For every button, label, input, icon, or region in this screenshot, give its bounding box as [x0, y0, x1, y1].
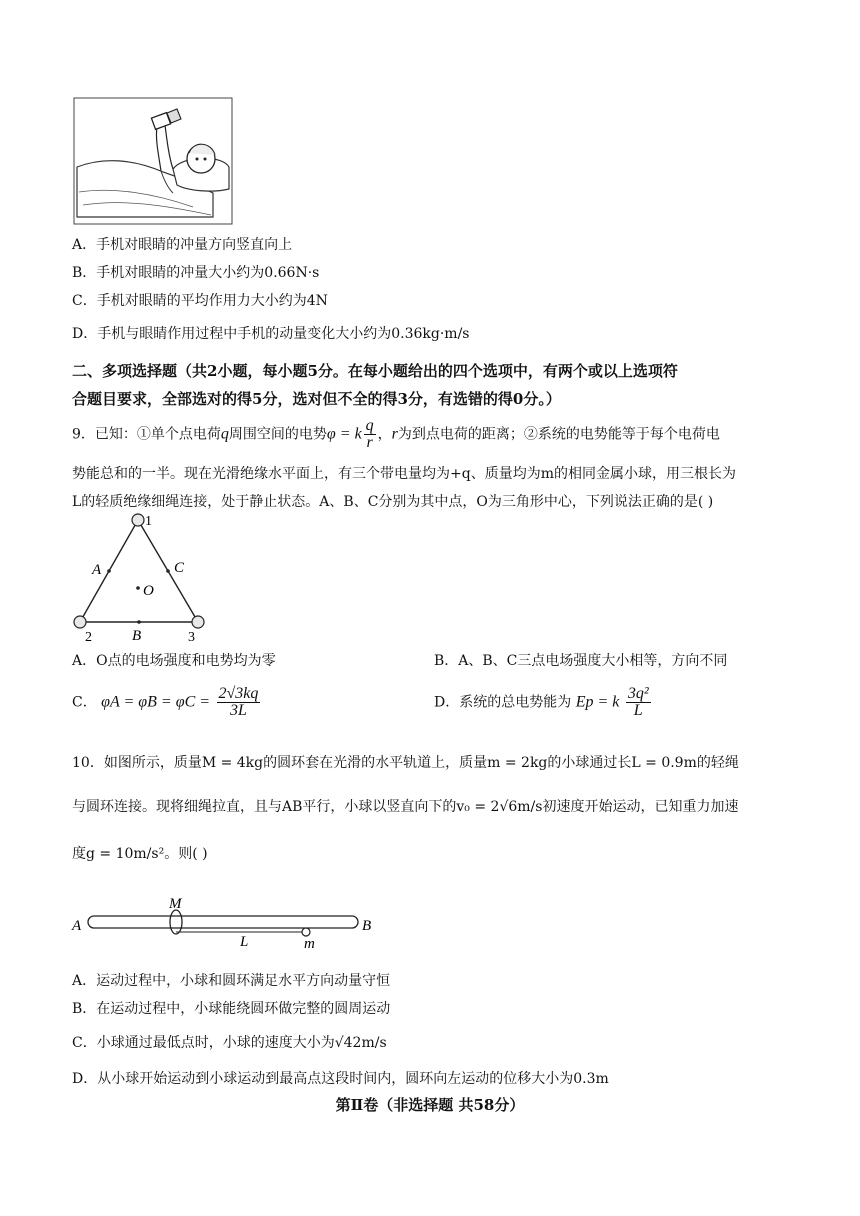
point-b [137, 620, 141, 624]
q10-stem-line2: 与圆环连接。现将细绳拉直，且与AB平行，小球以竖直向下的v₀ = 2√6m/s初速度开始运动，已知重力加速 [72, 799, 739, 815]
q9-option-d-equation: Ep = k [575, 693, 620, 711]
label-2: 2 [85, 630, 92, 645]
q9-stem-line3: L的轻质绝缘细绳连接，处于静止状态。A、B、C分别为其中点，O为三角形中心，下列说法正确的是( ) [72, 494, 714, 510]
q10-rail-figure [70, 888, 380, 950]
q9-text-3: 为到点电荷的距离；②系统的电势能等于每个电荷电 [397, 426, 720, 443]
ball-m [302, 928, 310, 936]
q8-option-a: A．手机对眼睛的冲量方向竖直向上 [72, 237, 293, 253]
q9-triangle-figure [70, 510, 220, 645]
label-rail-b: B [362, 918, 372, 934]
label-ring-m: M [169, 896, 182, 912]
point-a [107, 569, 111, 573]
q9-option-d-label: D．系统的总电势能为 [434, 694, 572, 711]
q9-option-c-equation: φA = φB = φC = [101, 693, 211, 711]
label-1: 1 [145, 514, 152, 529]
label-3: 3 [188, 630, 195, 645]
q9-option-c-fraction: $\frac{2√3kq}{3L}$ [218, 685, 259, 719]
q9-r-symbol: r [391, 425, 398, 443]
q9-comma: ， [377, 426, 392, 443]
q9-option-b: B．A、B、C三点电场强度大小相等，方向不同 [434, 653, 728, 669]
q9-option-c [72, 686, 262, 719]
label-a: A [92, 562, 102, 578]
q10-option-c: C．小球通过最低点时，小球的速度大小为√42m/s [72, 1035, 387, 1051]
bed-phone-figure [73, 97, 233, 225]
label-c: C [174, 560, 185, 576]
label-rail-a: A [72, 918, 82, 934]
q9-option-d [434, 686, 653, 719]
q9-q-symbol: q [220, 425, 229, 443]
q10-stem-line1: 10．如图所示，质量M = 4kg的圆环套在光滑的水平轨道上，质量m = 2kg的小球通过长L = 0.9m的轻绳 [72, 755, 739, 771]
label-ball-m: m [304, 936, 315, 950]
q9-phi-eq: φ = k [326, 425, 362, 443]
rail-diagram [70, 888, 380, 950]
q10-option-d: D．从小球开始运动到小球运动到最高点这段时间内，圆环向左运动的位移大小为0.3m [72, 1071, 609, 1087]
q9-option-a: A．O点的电场强度和电势均为零 [72, 653, 276, 669]
q9-stem-line1 [72, 418, 720, 451]
label-b: B [132, 628, 142, 644]
label-rope-l: L [240, 934, 249, 950]
ball-2 [74, 616, 86, 628]
q10-stem-line3: 度g = 10m/s²。则( ) [72, 846, 208, 862]
q8-option-c: C．手机对眼睛的平均作用力大小约为4N [72, 293, 328, 309]
q9-option-c-label: C． [72, 694, 97, 711]
section-2-heading-line2: 合题目要求，全部选对的得5分，选对但不全的得3分，有选错的得0分。） [72, 390, 561, 408]
ball-1 [132, 514, 144, 526]
triangle-diagram [70, 510, 220, 645]
point-o [136, 586, 140, 590]
bed-phone-illustration [73, 97, 233, 225]
horizontal-rail [88, 916, 358, 928]
part-2-title: 第Ⅱ卷（非选择题 共58分） [335, 1096, 525, 1114]
q9-text-2: 周围空间的电势 [228, 426, 327, 443]
q8-option-b: B．手机对眼睛的冲量大小约为0.66N·s [72, 265, 320, 281]
point-c [166, 569, 170, 573]
q10-option-a: A．运动过程中，小球和圆环满足水平方向动量守恒 [72, 973, 391, 989]
q9-fraction-q-r: $\frac{q}{r}$ [365, 417, 374, 451]
q8-option-d: D．手机与眼睛作用过程中手机的动量变化大小约为0.36kg·m/s [72, 326, 470, 342]
section-2-heading-line1: 二、多项选择题（共2小题，每小题5分。在每小题给出的四个选项中，有两个或以上选项符 [72, 362, 678, 380]
q9-text-1: 9．已知：①单个点电荷 [72, 426, 221, 443]
ball-3 [192, 616, 204, 628]
q9-stem-line2: 势能总和的一半。现在光滑绝缘水平面上，有三个带电量均为+q、质量均为m的相同金属小球，用三根长为 [72, 466, 736, 482]
q10-option-b: B．在运动过程中，小球能绕圆环做完整的圆周运动 [72, 1001, 391, 1017]
label-o: O [143, 583, 154, 599]
q9-option-d-fraction: $\frac{\text{3q²}}{L}$ [627, 685, 649, 719]
